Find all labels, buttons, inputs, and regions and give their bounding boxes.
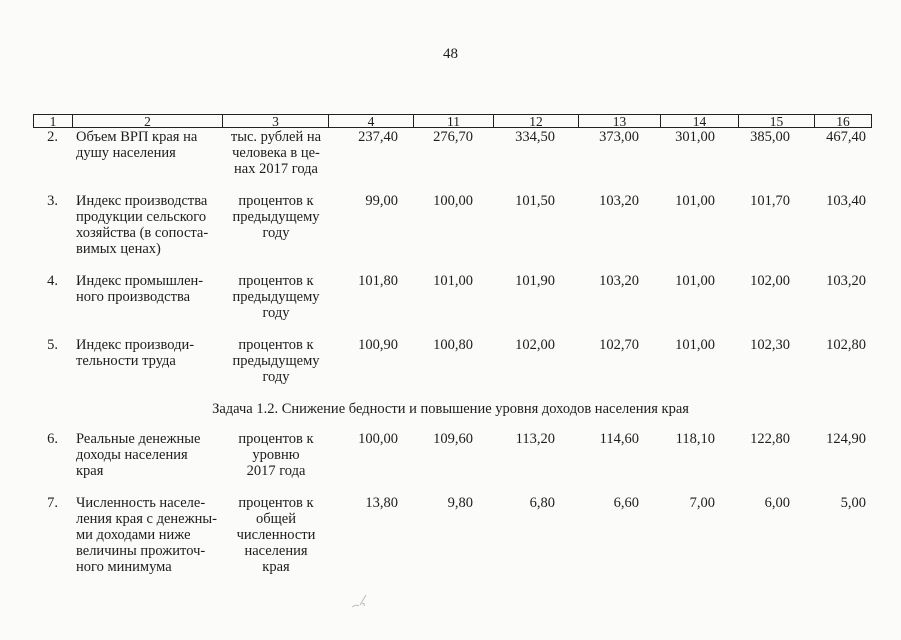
value-col-14: 7,00 [689, 495, 715, 511]
table-header-row [33, 114, 872, 128]
value-col-13: 103,20 [599, 273, 639, 289]
value-col-11: 276,70 [433, 129, 473, 145]
header-col-11: 11 [414, 115, 494, 127]
value-col-15: 101,70 [750, 193, 790, 209]
indicator-name: Индекс промышлен- ного производства [76, 273, 204, 305]
header-col-12: 12 [494, 115, 579, 127]
row-number: 7. [47, 495, 58, 511]
value-col-16: 467,40 [826, 129, 866, 145]
row-number: 4. [47, 273, 58, 289]
value-col-12: 334,50 [515, 129, 555, 145]
value-col-4: 101,80 [358, 273, 398, 289]
value-col-11: 100,80 [433, 337, 473, 353]
value-col-15: 102,30 [750, 337, 790, 353]
row-number: 3. [47, 193, 58, 209]
unit-of-measure: процентов к предыдущему году [232, 273, 320, 321]
pen-mark-icon [350, 592, 372, 610]
task-section-title: Задача 1.2. Снижение бедности и повышение уровня доходов населения края [212, 401, 689, 417]
value-col-12: 101,50 [515, 193, 555, 209]
indicator-name: Индекс производи- тельности труда [76, 337, 195, 369]
value-col-13: 114,60 [599, 431, 639, 447]
row-number: 6. [47, 431, 58, 447]
value-col-4: 100,00 [358, 431, 398, 447]
value-col-16: 5,00 [840, 495, 866, 511]
value-col-16: 103,20 [826, 273, 866, 289]
value-col-12: 6,80 [529, 495, 555, 511]
value-col-4: 100,90 [358, 337, 398, 353]
value-col-14: 101,00 [675, 273, 715, 289]
value-col-15: 102,00 [750, 273, 790, 289]
value-col-16: 102,80 [826, 337, 866, 353]
value-col-14: 101,00 [675, 193, 715, 209]
value-col-4: 13,80 [365, 495, 398, 511]
value-col-15: 385,00 [750, 129, 790, 145]
value-col-12: 113,20 [515, 431, 555, 447]
value-col-15: 6,00 [764, 495, 790, 511]
header-col-4: 4 [329, 115, 414, 127]
header-col-1: 1 [34, 115, 73, 127]
value-col-15: 122,80 [750, 431, 790, 447]
value-col-11: 101,00 [433, 273, 473, 289]
value-col-16: 124,90 [826, 431, 866, 447]
header-col-3: 3 [223, 115, 329, 127]
header-col-16: 16 [836, 114, 850, 129]
value-col-11: 100,00 [433, 193, 473, 209]
value-col-11: 9,80 [447, 495, 473, 511]
value-col-11: 109,60 [433, 431, 473, 447]
header-col-14: 14 [661, 115, 739, 127]
unit-of-measure: процентов к уровню 2017 года [238, 431, 314, 479]
value-col-14: 301,00 [675, 129, 715, 145]
header-col-15: 15 [739, 115, 815, 127]
value-col-14: 118,10 [675, 431, 715, 447]
unit-of-measure: процентов к предыдущему году [232, 337, 320, 385]
header-col-2: 2 [73, 115, 223, 127]
unit-of-measure: процентов к предыдущему году [232, 193, 320, 241]
value-col-14: 101,00 [675, 337, 715, 353]
unit-of-measure: процентов к общей численности населения края [236, 495, 316, 575]
value-col-13: 103,20 [599, 193, 639, 209]
value-col-4: 237,40 [358, 129, 398, 145]
header-col-13: 13 [579, 115, 661, 127]
indicator-name: Индекс производства продукции сельского хозяйства (в сопоста- вимых ценах) [76, 193, 209, 257]
value-col-13: 6,60 [613, 495, 639, 511]
indicator-name: Объем ВРП края на душу населения [76, 129, 198, 161]
row-number: 2. [47, 129, 58, 145]
page-number: 48 [443, 46, 458, 62]
value-col-4: 99,00 [365, 193, 398, 209]
indicator-name: Численность населе- ления края с денежны- ми доходами ниже величины прожиточ- ного минимума [76, 495, 217, 575]
value-col-16: 103,40 [826, 193, 866, 209]
value-col-13: 102,70 [599, 337, 639, 353]
value-col-12: 101,90 [515, 273, 555, 289]
row-number: 5. [47, 337, 58, 353]
unit-of-measure: тыс. рублей на человека в це- нах 2017 года [230, 129, 322, 177]
value-col-12: 102,00 [515, 337, 555, 353]
value-col-13: 373,00 [599, 129, 639, 145]
indicator-name: Реальные денежные доходы населения края [76, 431, 201, 479]
